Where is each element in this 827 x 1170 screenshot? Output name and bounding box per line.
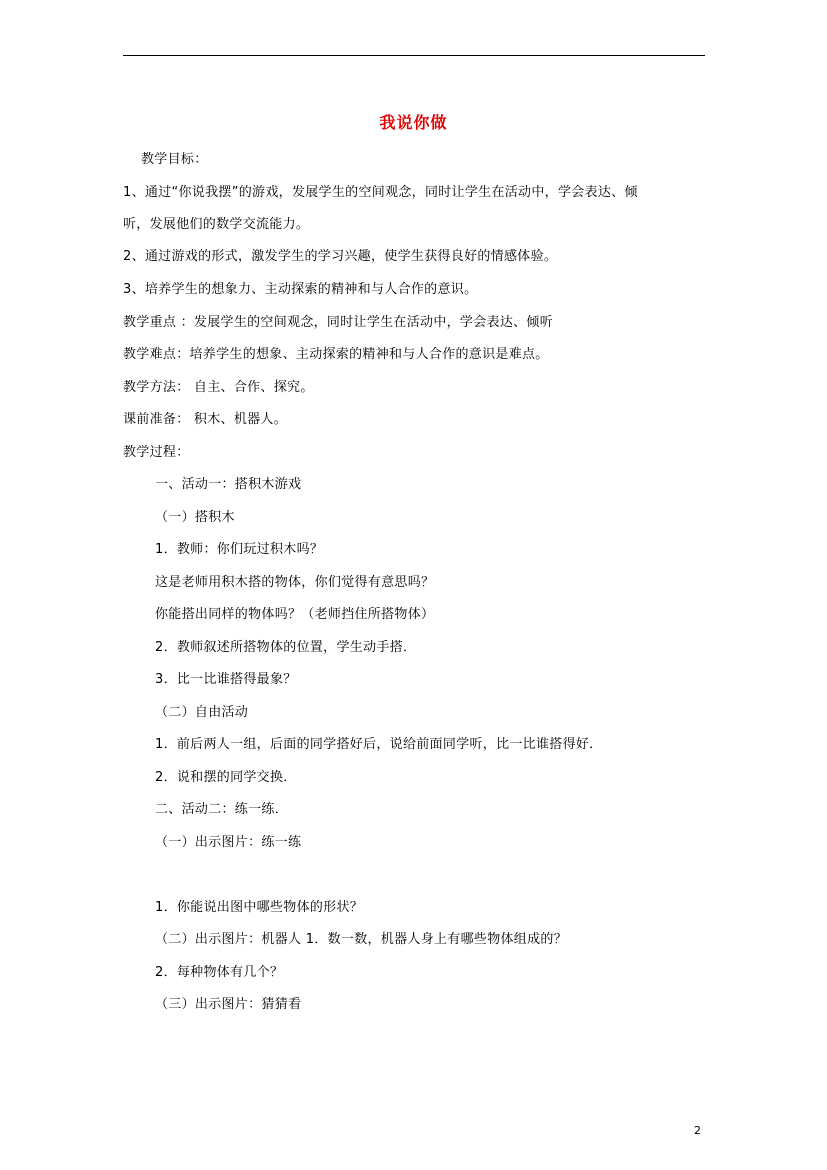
text-line: 2．教师叙述所搭物体的位置，学生动手搭． (155, 640, 417, 655)
text-line: 2．说和摆的同学交换． (155, 770, 297, 785)
text-line: 1．前后两人一组，后面的同学搭好后，说给前面同学听，比一比谁搭得好． (155, 737, 603, 752)
text-line: （二）自由活动 (155, 705, 249, 720)
text-line: 这是老师用积木搭的物体，你们觉得有意思吗？ (155, 575, 435, 590)
text-line: 教学重点 ：发展学生的空间观念，同时让学生在活动中，学会表达、倾听 (123, 315, 554, 330)
text-line: （二）出示图片：机器人 1．数一数，机器人身上有哪些物体组成的？ (155, 932, 568, 947)
text-line: 3、培养学生的想象力、主动探索的精神和与人合作的意识。 (123, 282, 478, 297)
text-line: 1、通过“你说我摆”的游戏，发展学生的空间观念，同时让学生在活动中，学会表达、倾 (123, 185, 638, 200)
header-rule (123, 55, 705, 56)
text-line: 你能搭出同样的物体吗？（老师挡住所搭物体） (155, 607, 435, 622)
text-line: （一）出示图片：练一练 (155, 835, 302, 850)
text-line: 教学方法： 自主、合作、探究。 (123, 380, 314, 395)
document-title: 我说你做 (379, 113, 448, 132)
text-line: 1．教师：你们玩过积木吗？ (155, 542, 324, 557)
text-line: 教学难点：培养学生的想象、主动探索的精神和与人合作的意识是难点。 (123, 347, 549, 362)
text-line: 听，发展他们的数学交流能力。 (123, 217, 310, 232)
text-line: 2．每种物体有几个？ (155, 965, 284, 980)
text-line: 二、活动二：练一练． (155, 802, 289, 817)
text-line: 2、通过游戏的形式，激发学生的学习兴趣，使学生获得良好的情感体验。 (123, 249, 558, 264)
text-line: 教学过程： (123, 445, 190, 460)
text-line: 课前准备： 积木、机器人。 (123, 412, 288, 427)
page-number: 2 (694, 1124, 701, 1137)
text-line: 1．你能说出图中哪些物体的形状？ (155, 900, 364, 915)
text-line: （一）搭积木 (155, 510, 235, 525)
text-line: 教学目标： (141, 152, 208, 167)
text-line: （三）出示图片：猜猜看 (155, 997, 302, 1012)
text-line: 3．比一比谁搭得最象？ (155, 672, 297, 687)
text-line: 一、活动一：搭积木游戏 (155, 477, 302, 492)
